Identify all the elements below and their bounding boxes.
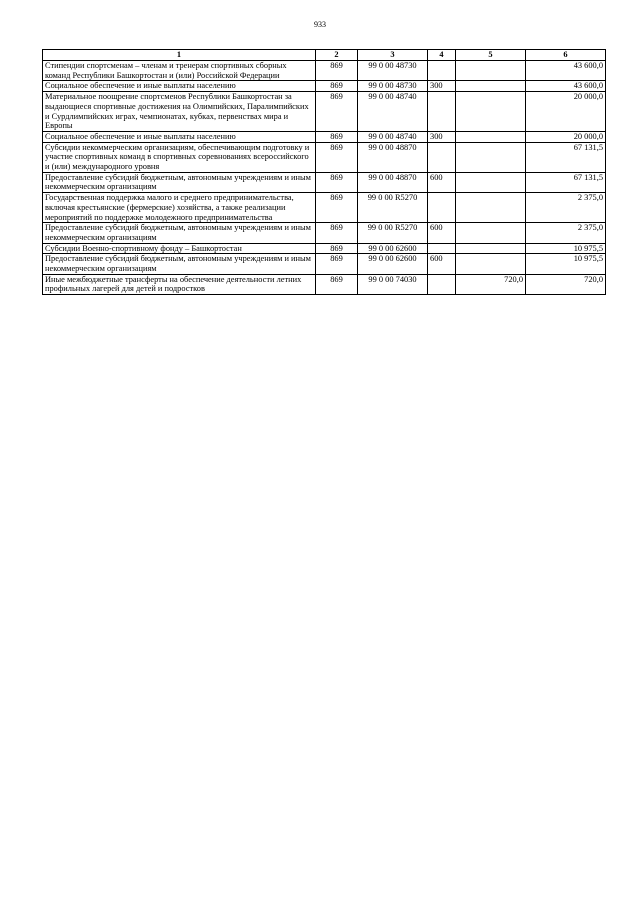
row-column6-amount-cell: 20 000,0 <box>526 92 606 132</box>
row-ministry-code-cell: 869 <box>316 61 358 81</box>
row-target-article-cell: 99 0 00 74030 <box>358 274 428 294</box>
table-row <box>43 274 606 294</box>
row-ministry-code-cell: 869 <box>316 193 358 223</box>
row-expense-type-cell <box>428 193 456 223</box>
row-column5-amount-cell <box>456 223 526 243</box>
budget-table <box>42 49 606 295</box>
row-name-cell: Социальное обеспечение и иные выплаты населению <box>43 131 316 142</box>
row-column6-amount-cell: 2 375,0 <box>526 193 606 223</box>
table-row <box>43 172 606 192</box>
table-row <box>43 254 606 274</box>
row-column6-amount-cell: 43 600,0 <box>526 81 606 92</box>
row-column6-amount-cell: 43 600,0 <box>526 61 606 81</box>
row-target-article-cell: 99 0 00 R5270 <box>358 223 428 243</box>
table-row <box>43 61 606 81</box>
row-expense-type-cell: 600 <box>428 254 456 274</box>
row-column6-amount-cell: 67 131,5 <box>526 172 606 192</box>
row-column5-amount-cell: 720,0 <box>456 274 526 294</box>
row-column5-amount-cell <box>456 172 526 192</box>
row-ministry-code-cell: 869 <box>316 131 358 142</box>
column-header-2: 2 <box>316 50 358 61</box>
row-expense-type-cell: 300 <box>428 81 456 92</box>
column-header-1: 1 <box>43 50 316 61</box>
row-column5-amount-cell <box>456 131 526 142</box>
row-expense-type-cell <box>428 274 456 294</box>
row-expense-type-cell: 600 <box>428 223 456 243</box>
column-header-5: 5 <box>456 50 526 61</box>
row-expense-type-cell: 600 <box>428 172 456 192</box>
row-name-cell: Предоставление субсидий бюджетным, автономным учреждениям и иным некоммерческим организациям <box>43 172 316 192</box>
row-target-article-cell: 99 0 00 48870 <box>358 142 428 172</box>
row-target-article-cell: 99 0 00 48740 <box>358 131 428 142</box>
table-row <box>43 243 606 254</box>
row-column5-amount-cell <box>456 92 526 132</box>
row-target-article-cell: 99 0 00 48740 <box>358 92 428 132</box>
row-name-cell: Материальное поощрение спортсменов Республики Башкортостан за выдающиеся спортивные достижения на Олимпийских, Паралимпийских и Сурдлимпийских играх, чемпионатах, кубках, первенствах мира и Европы <box>43 92 316 132</box>
row-column6-amount-cell: 67 131,5 <box>526 142 606 172</box>
table-row <box>43 92 606 132</box>
column-header-6: 6 <box>526 50 606 61</box>
row-ministry-code-cell: 869 <box>316 243 358 254</box>
table-row <box>43 223 606 243</box>
row-name-cell: Предоставление субсидий бюджетным, автономным учреждениям и иным некоммерческим организациям <box>43 223 316 243</box>
row-target-article-cell: 99 0 00 62600 <box>358 254 428 274</box>
row-ministry-code-cell: 869 <box>316 92 358 132</box>
row-expense-type-cell <box>428 61 456 81</box>
row-name-cell: Иные межбюджетные трансферты на обеспечение деятельности летних профильных лагерей для детей и подростков <box>43 274 316 294</box>
row-target-article-cell: 99 0 00 48870 <box>358 172 428 192</box>
row-target-article-cell: 99 0 00 62600 <box>358 243 428 254</box>
row-name-cell: Стипендии спортсменам – членам и тренерам спортивных сборных команд Республики Башкортостан и (или) Российской Федерации <box>43 61 316 81</box>
row-expense-type-cell <box>428 92 456 132</box>
row-name-cell: Социальное обеспечение и иные выплаты населению <box>43 81 316 92</box>
row-target-article-cell: 99 0 00 48730 <box>358 81 428 92</box>
table-row <box>43 193 606 223</box>
row-ministry-code-cell: 869 <box>316 274 358 294</box>
row-column5-amount-cell <box>456 142 526 172</box>
row-column5-amount-cell <box>456 81 526 92</box>
column-header-4: 4 <box>428 50 456 61</box>
row-expense-type-cell: 300 <box>428 131 456 142</box>
row-ministry-code-cell: 869 <box>316 81 358 92</box>
row-ministry-code-cell: 869 <box>316 172 358 192</box>
row-ministry-code-cell: 869 <box>316 142 358 172</box>
row-name-cell: Субсидии Военно-спортивному фонду – Башкортостан <box>43 243 316 254</box>
row-column5-amount-cell <box>456 254 526 274</box>
row-column5-amount-cell <box>456 193 526 223</box>
row-name-cell: Государственная поддержка малого и среднего предпринимательства, включая крестьянские (фермерские) хозяйства, а также реализации мероприятий по поддержке молодежного предпринимательства <box>43 193 316 223</box>
row-column6-amount-cell: 10 975,5 <box>526 254 606 274</box>
column-header-3: 3 <box>358 50 428 61</box>
row-target-article-cell: 99 0 00 R5270 <box>358 193 428 223</box>
row-expense-type-cell <box>428 243 456 254</box>
row-name-cell: Предоставление субсидий бюджетным, автономным учреждениям и иным некоммерческим организациям <box>43 254 316 274</box>
row-column5-amount-cell <box>456 61 526 81</box>
header-row <box>43 50 606 61</box>
row-target-article-cell: 99 0 00 48730 <box>358 61 428 81</box>
row-ministry-code-cell: 869 <box>316 254 358 274</box>
row-column5-amount-cell <box>456 243 526 254</box>
row-column6-amount-cell: 10 975,5 <box>526 243 606 254</box>
row-expense-type-cell <box>428 142 456 172</box>
row-column6-amount-cell: 2 375,0 <box>526 223 606 243</box>
row-ministry-code-cell: 869 <box>316 223 358 243</box>
table-row <box>43 131 606 142</box>
row-column6-amount-cell: 20 000,0 <box>526 131 606 142</box>
table-row <box>43 81 606 92</box>
page-number: 933 <box>314 20 326 29</box>
row-column6-amount-cell: 720,0 <box>526 274 606 294</box>
table-row <box>43 142 606 172</box>
row-name-cell: Субсидии некоммерческим организациям, обеспечивающим подготовку и участие спортивных команд в спортивных соревнованиях всероссийского и (или) международного уровня <box>43 142 316 172</box>
